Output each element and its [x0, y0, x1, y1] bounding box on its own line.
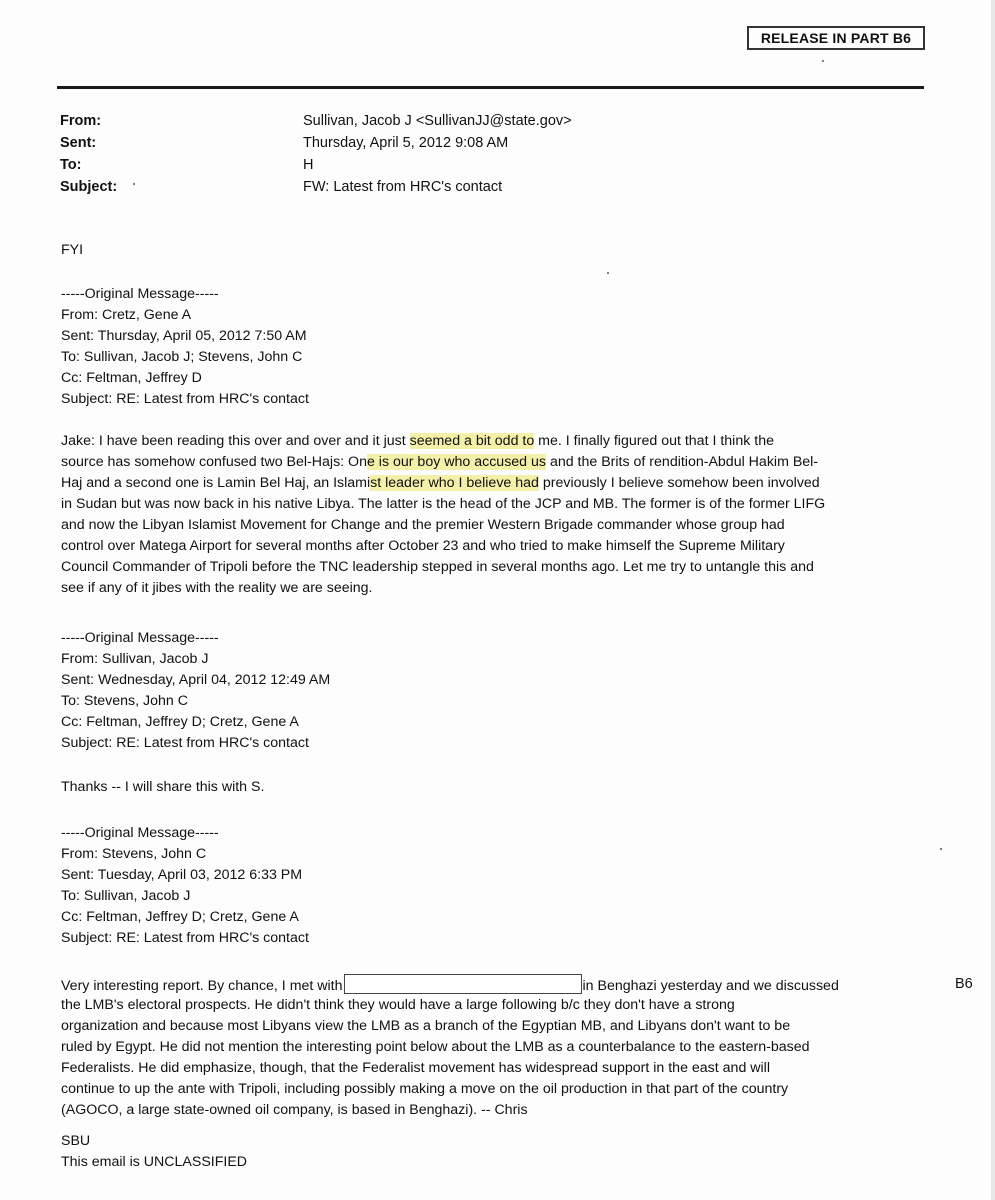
release-stamp: RELEASE IN PART B6: [747, 26, 925, 50]
text-run: me. I finally figured out that I think the: [534, 433, 774, 449]
message-from: From: Sullivan, Jacob J: [61, 651, 209, 667]
body-line: in Sudan but was now back in his native Libya. The latter is the head of the JCP and MB. The former is of the former LIFG: [61, 496, 826, 512]
message-body-stevens: [61, 974, 931, 1121]
scan-speck: [940, 848, 942, 850]
message-to: To: Sullivan, Jacob J: [61, 888, 191, 904]
message-subject: Subject: RE: Latest from HRC's contact: [61, 735, 309, 751]
text-run: previously I believe somehow been involved: [538, 475, 820, 491]
text-run: and the Brits of rendition-Abdul Hakim Bel-: [546, 454, 819, 470]
redaction-box: [344, 974, 582, 994]
page-edge-shadow: [991, 0, 995, 1200]
header-row-from: [60, 110, 920, 132]
body-line: ruled by Egypt. He did not mention the interesting point below about the LMB as a counterbalance to the eastern-based: [61, 1039, 810, 1055]
message-cc: Cc: Feltman, Jeffrey D; Cretz, Gene A: [61, 909, 299, 925]
body-line: [61, 452, 927, 473]
message-body-sullivan: Thanks -- I will share this with S.: [61, 779, 265, 795]
body-line: [61, 431, 927, 452]
body-line: continue to up the ante with Tripoli, including possibly making a move on the oil production in that part of the country: [61, 1081, 789, 1097]
highlighted-text: seemed a bit odd to: [409, 433, 535, 449]
sent-value: Thursday, April 5, 2012 9:08 AM: [303, 135, 509, 151]
header-row-to: [60, 154, 920, 176]
body-line: control over Matega Airport for several months after October 23 and who tried to make himself the Supreme Military: [61, 538, 785, 554]
scan-speck: [607, 272, 609, 274]
to-value: H: [303, 157, 314, 173]
body-line: [61, 473, 927, 494]
header-row-subject: [60, 176, 920, 198]
body-line: Federalists. He did emphasize, though, that the Federalist movement has widespread support in the east and will: [61, 1060, 770, 1076]
scan-speck: [133, 183, 135, 185]
message-sent: Sent: Wednesday, April 04, 2012 12:49 AM: [61, 672, 331, 688]
message-subject: Subject: RE: Latest from HRC's contact: [61, 391, 309, 407]
message-sent: Sent: Thursday, April 05, 2012 7:50 AM: [61, 328, 307, 344]
original-message-3: [61, 823, 931, 949]
original-message-2: [61, 628, 931, 754]
text-run: in Benghazi yesterday and we discussed: [582, 978, 839, 994]
highlighted-text: e is our boy who accused us: [366, 454, 546, 470]
message-subject: Subject: RE: Latest from HRC's contact: [61, 930, 309, 946]
from-label: From:: [60, 113, 102, 129]
body-line: the LMB's electoral prospects. He didn't think they would have a large following b/c they don't have a strong: [61, 997, 735, 1013]
email-header: [60, 110, 920, 198]
message-to: To: Stevens, John C: [61, 693, 188, 709]
sbu-marking: SBU: [61, 1133, 91, 1149]
body-line: organization and because most Libyans view the LMB as a branch of the Egyptian MB, and Libyans don't want to be: [61, 1018, 791, 1034]
message-to: To: Sullivan, Jacob J; Stevens, John C: [61, 349, 303, 365]
message-divider: -----Original Message-----: [61, 286, 219, 302]
original-message-1: [61, 284, 931, 410]
message-divider: -----Original Message-----: [61, 825, 219, 841]
message-from: From: Stevens, John C: [61, 846, 207, 862]
from-value: Sullivan, Jacob J <SullivanJJ@state.gov>: [303, 113, 572, 129]
message-from: From: Cretz, Gene A: [61, 307, 192, 323]
highlighted-text: st leader who I believe had: [370, 475, 539, 491]
message-body-cretz: [61, 431, 927, 599]
body-line: [61, 974, 931, 995]
sent-label: Sent:: [60, 135, 97, 151]
text-run: Very interesting report. By chance, I met with: [61, 978, 343, 994]
subject-value: FW: Latest from HRC's contact: [303, 179, 503, 195]
exemption-code-margin: B6: [955, 976, 973, 992]
body-line: and now the Libyan Islamist Movement for Change and the premier Western Brigade commander whose group had: [61, 517, 785, 533]
body-line: (AGOCO, a large state-owned oil company, is based in Benghazi). -- Chris: [61, 1102, 528, 1118]
body-line: see if any of it jibes with the reality we are seeing.: [61, 580, 373, 596]
subject-label: Subject:: [60, 179, 118, 195]
header-row-sent: [60, 132, 920, 154]
text-run: Jake: I have been reading this over and over and it just: [61, 433, 410, 449]
footer: [61, 1131, 931, 1173]
header-rule: [57, 86, 924, 89]
message-divider: -----Original Message-----: [61, 630, 219, 646]
text-run: source has somehow confused two Bel-Hajs: On: [61, 454, 367, 470]
scan-speck: [822, 60, 824, 62]
message-cc: Cc: Feltman, Jeffrey D: [61, 370, 202, 386]
fyi-note: FYI: [61, 242, 84, 258]
to-label: To:: [60, 157, 82, 173]
classification-marking: This email is UNCLASSIFIED: [61, 1154, 248, 1170]
message-sent: Sent: Tuesday, April 03, 2012 6:33 PM: [61, 867, 303, 883]
message-cc: Cc: Feltman, Jeffrey D; Cretz, Gene A: [61, 714, 299, 730]
body-line: Council Commander of Tripoli before the TNC leadership stepped in several months ago. Let me try to untangle this and: [61, 559, 814, 575]
text-run: Haj and a second one is Lamin Bel Haj, an Islami: [61, 475, 371, 491]
